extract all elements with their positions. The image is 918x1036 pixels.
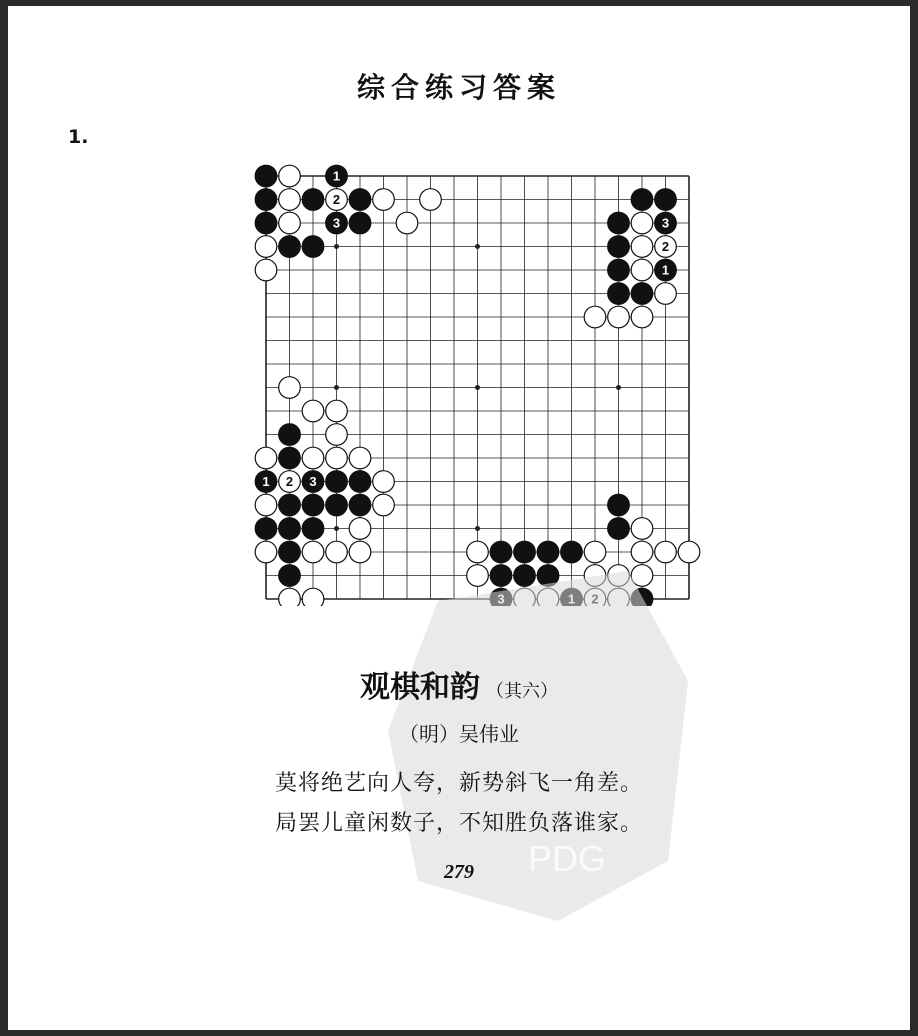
star-point [334,526,339,531]
watermark-text: PDG [528,838,607,879]
black-stone [608,518,630,540]
white-stone [326,400,348,422]
poem-author: （明）吴伟业 [399,722,519,746]
white-stone [279,588,301,606]
white-stone [584,306,606,328]
white-stone [302,541,324,563]
white-stone [326,541,348,563]
stone-move-label: 2 [285,474,294,489]
black-stone [255,189,277,211]
stone-move-label: 1 [332,168,341,184]
white-stone [631,259,653,281]
black-stone [608,259,630,281]
stone-move-label: 1 [262,474,270,489]
black-stone [608,236,630,258]
black-stone [608,283,630,305]
black-stone [279,236,301,258]
black-stone [255,212,277,234]
black-stone [349,212,371,234]
white-stone [608,306,630,328]
black-stone [655,189,677,211]
white-stone [373,494,395,516]
white-stone [302,447,324,469]
black-stone [279,424,301,446]
white-stone [255,236,277,258]
stone-move-label: 3 [309,474,317,489]
black-stone [537,541,559,563]
white-stone [373,471,395,493]
stone-move-label: 2 [332,192,341,207]
black-stone [326,471,348,493]
white-stone [255,447,277,469]
go-board-diagram [238,156,718,606]
black-stone [608,494,630,516]
black-stone [255,165,277,187]
black-stone [631,189,653,211]
white-stone [631,306,653,328]
stone-move-label: 3 [661,215,670,231]
black-stone [302,189,324,211]
black-stone [349,471,371,493]
white-stone [349,447,371,469]
white-stone [655,541,677,563]
star-point [334,385,339,390]
white-stone [584,541,606,563]
black-stone [490,541,512,563]
white-stone [349,518,371,540]
black-stone [302,518,324,540]
poem-title-text: 观棋和韵 [360,670,480,705]
star-point [475,385,480,390]
white-stone [373,189,395,211]
white-stone [631,236,653,258]
white-stone [655,283,677,305]
white-stone [279,189,301,211]
black-stone [279,541,301,563]
black-stone [561,541,583,563]
white-stone [631,518,653,540]
black-stone [302,494,324,516]
stone-move-label: 2 [661,239,670,254]
black-stone [279,447,301,469]
black-stone [326,494,348,516]
page-title: 综合练习答案 [356,71,561,104]
question-number: 1. [68,126,89,148]
star-point [334,244,339,249]
white-stone [279,165,301,187]
poem-line-2: 局罢儿童闲数子，不知胜负落谁家。 [274,811,643,836]
white-stone [326,447,348,469]
white-stone [420,189,442,211]
black-stone [279,565,301,587]
black-stone [349,189,371,211]
white-stone [255,494,277,516]
white-stone [678,541,700,563]
white-stone [631,212,653,234]
black-stone [608,212,630,234]
black-stone [279,518,301,540]
black-stone [279,494,301,516]
white-stone [396,212,418,234]
white-stone [302,588,324,606]
page-number: 279 [444,861,474,883]
white-stone [326,424,348,446]
star-point [616,385,621,390]
white-stone [279,212,301,234]
black-stone [349,494,371,516]
white-stone [349,541,371,563]
white-stone [302,400,324,422]
stone-move-label: 3 [332,215,341,231]
black-stone [514,541,536,563]
star-point [475,244,480,249]
poem-subtitle: （其六） [486,681,558,702]
black-stone [631,283,653,305]
white-stone [255,259,277,281]
stone-move-label: 1 [661,262,670,278]
poem-title [8,662,910,706]
white-stone [255,541,277,563]
white-stone [631,541,653,563]
poem-line-1: 莫将绝艺向人夸，新势斜飞一角差。 [274,771,643,796]
white-stone [279,377,301,399]
black-stone [255,518,277,540]
black-stone [302,236,324,258]
white-stone [467,541,489,563]
document-page [8,6,910,1030]
star-point [475,526,480,531]
